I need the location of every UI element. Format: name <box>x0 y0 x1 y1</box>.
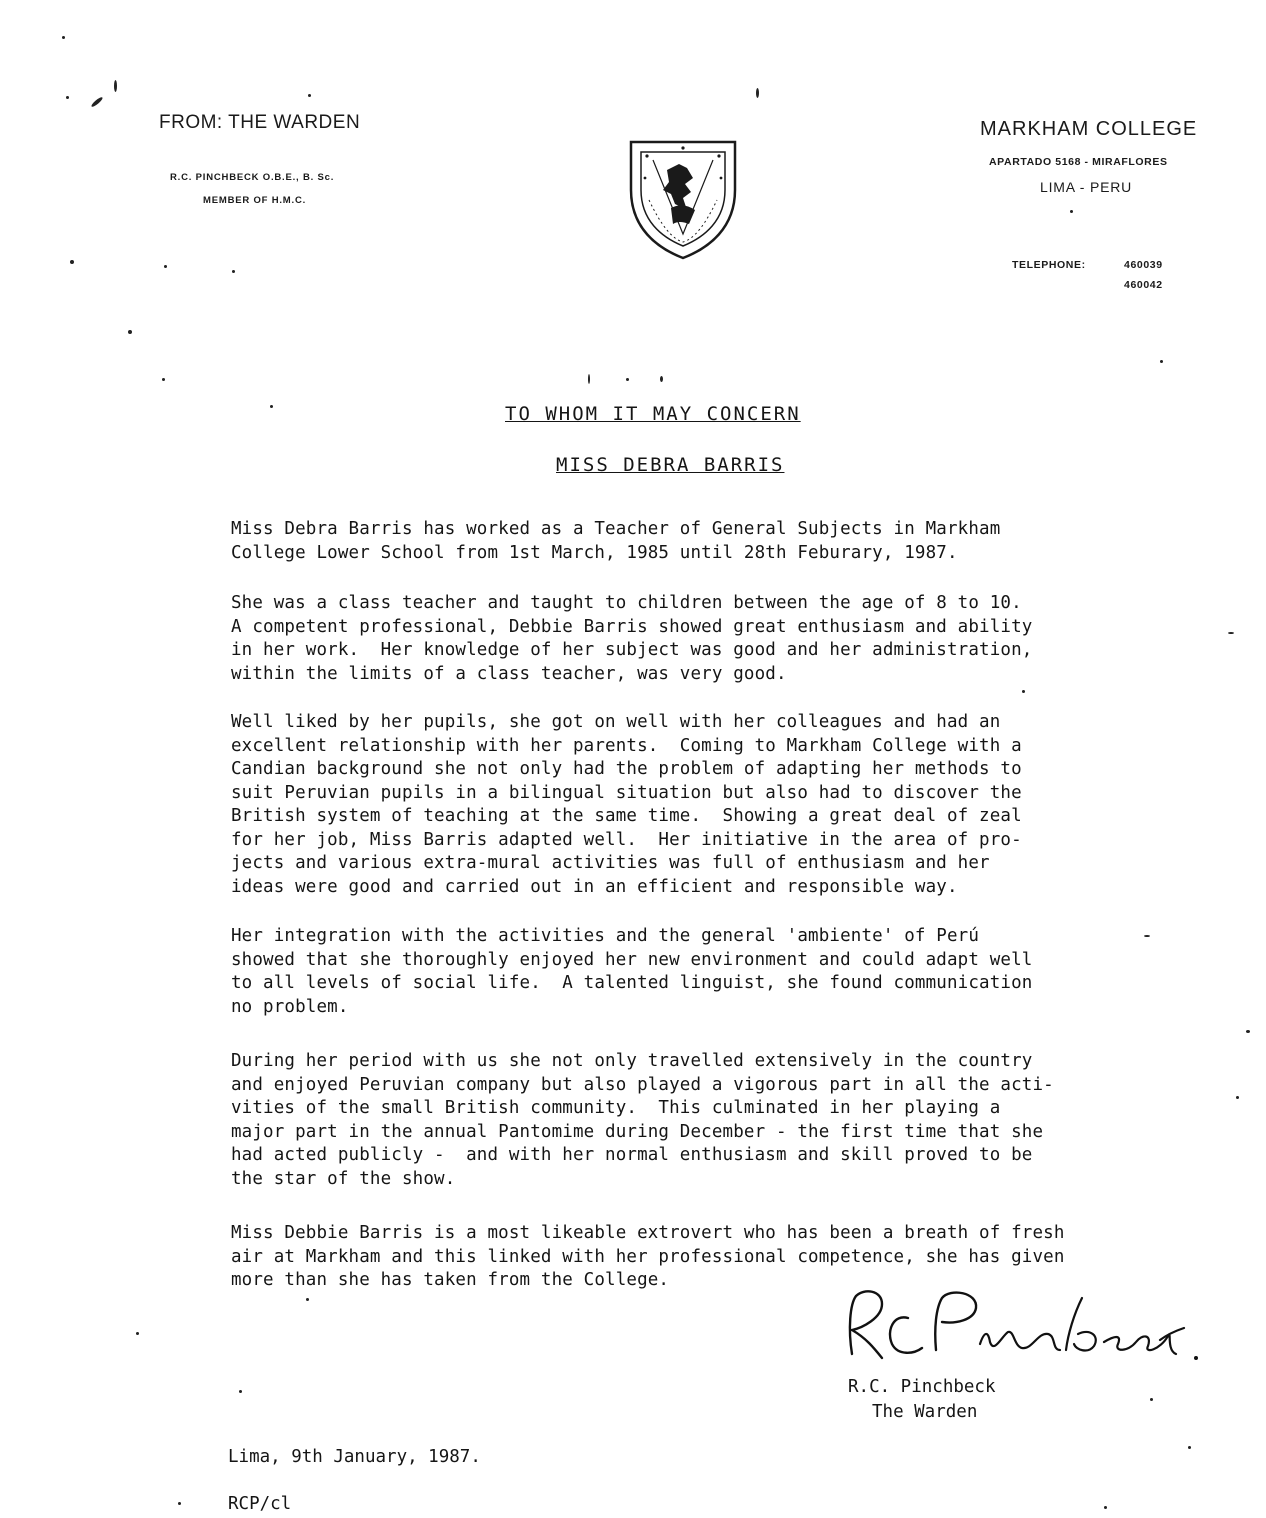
telephone-number-2: 460042 <box>1124 279 1163 291</box>
place-and-date: Lima, 9th January, 1987. <box>228 1447 481 1467</box>
college-name: MARKHAM COLLEGE <box>980 118 1198 140</box>
letter-heading: TO WHOM IT MAY CONCERN <box>505 403 801 425</box>
college-crest-icon <box>627 138 739 262</box>
college-address-line2: LIMA - PERU <box>1040 179 1133 195</box>
handwritten-signature <box>838 1284 1208 1374</box>
reference-code: RCP/cl <box>228 1494 292 1514</box>
sender-name-line: R.C. PINCHBECK O.B.E., B. Sc. <box>170 172 335 183</box>
body-paragraph-6: Miss Debbie Barris is a most likeable extrovert who has been a breath of fresh air at Markham and this linked with her professional competence, she has given more than she has taken from the College. <box>231 1223 1065 1290</box>
body-paragraph-4: Her integration with the activities and the general 'ambiente' of Perú showed that she thoroughly enjoyed her new environment and could adapt well to all levels of social life. A talented linguist, she found communication no problem. <box>231 926 1033 1017</box>
telephone-number-1: 460039 <box>1124 259 1163 271</box>
telephone-label: TELEPHONE: <box>1012 259 1086 271</box>
signatory-title: The Warden <box>872 1402 978 1422</box>
body-paragraph-3: Well liked by her pupils, she got on well with her colleagues and had an excellent relationship with her parents. Coming to Markham College with a Candian background she not only had the problem of adapting her methods to suit Peruvian pupils in a bilingual situation but also had to discover the British system of teaching at the same time. Showing a great deal of zeal for her job, Miss Barris adapted well. Her initiative in the area of pro- jects and various extra-mural activities was full of enthusiasm and her ideas were good and carried out in an efficient and responsible way. <box>231 712 1022 897</box>
college-address-line1: APARTADO 5168 - MIRAFLORES <box>989 156 1168 168</box>
sender-member-line: MEMBER OF H.M.C. <box>203 195 307 206</box>
sender-from-line: FROM: THE WARDEN <box>159 112 361 133</box>
body-paragraph-5: During her period with us she not only travelled extensively in the country and enjoyed Peruvian company but also played a vigorous part in all the acti- vities of the small British community. This culminated in her playing a major part in the annual Pantomime during December - the first time that she had acted publicly - and with her normal enthusiasm and skill proved to be the star of the show. <box>231 1051 1054 1189</box>
signatory-name: R.C. Pinchbeck <box>848 1377 996 1397</box>
body-paragraph-2: She was a class teacher and taught to children between the age of 8 to 10. A competent professional, Debbie Barris showed great enthusiasm and ability in her work. Her knowledge of her subject was good and her administration, within the limits of a class teacher, was very good. <box>231 593 1033 684</box>
letter-subject: MISS DEBRA BARRIS <box>556 454 785 476</box>
body-paragraph-1: Miss Debra Barris has worked as a Teacher of General Subjects in Markham College Lower School from 1st March, 1985 until 28th Feburary, 1987. <box>231 519 1001 563</box>
